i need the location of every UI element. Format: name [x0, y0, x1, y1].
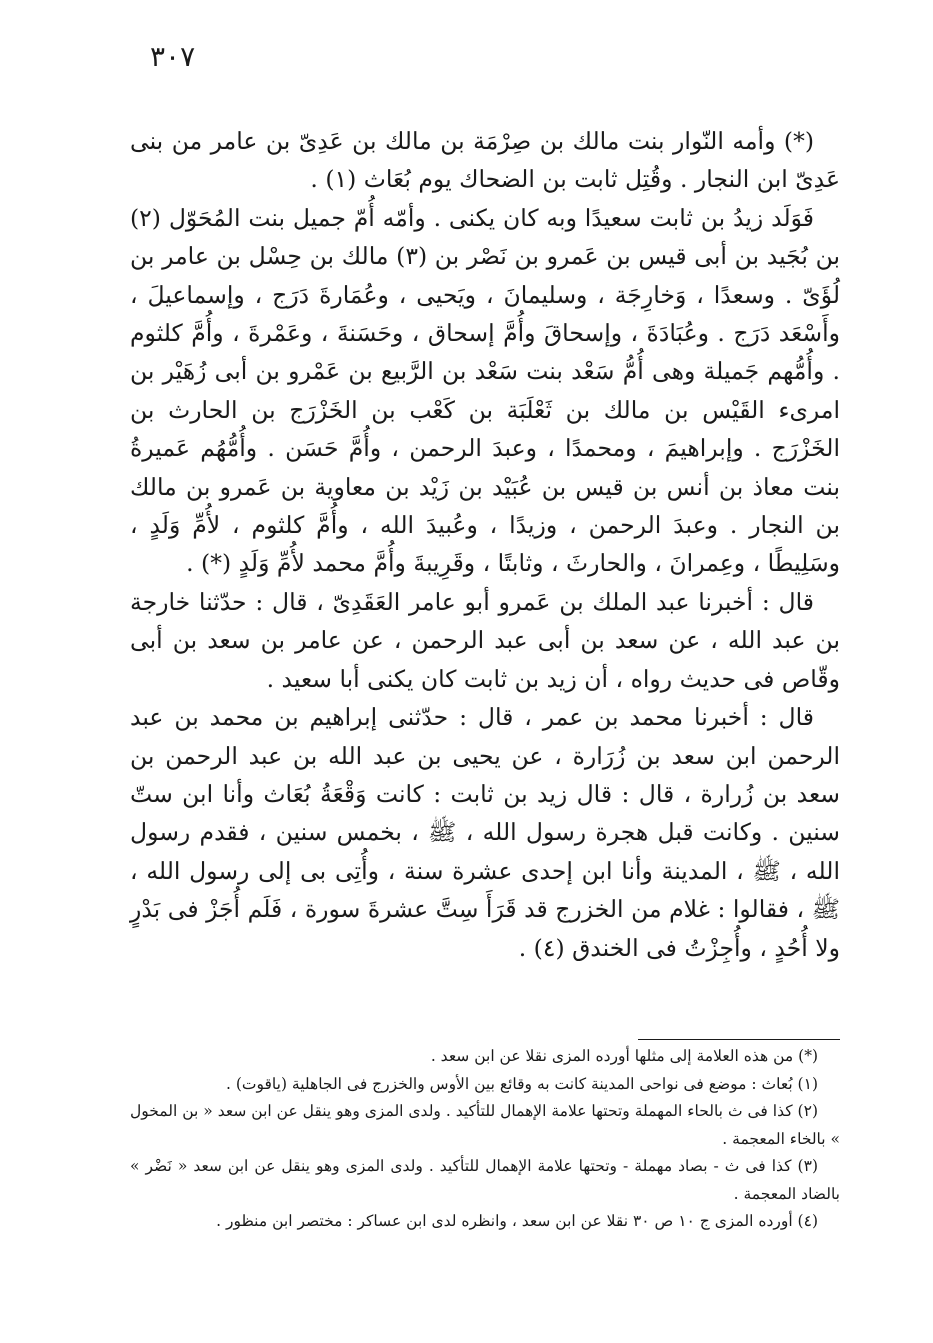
footnote-1: (١) بُعاث : موضع فى نواحى المدينة كانت به وقائع بين الأوس والخزرج فى الجاهلية (ياقوت) .: [226, 1074, 818, 1093]
footnote-2: (٢) كذا فى ث بالحاء المهملة وتحتها علامة الإهمال للتأكيد . ولدى المزى وهو ينقل عن ابن سعد « بن المخول » بالخاء المعجمة .: [130, 1102, 840, 1148]
footnote-separator: [638, 1039, 840, 1040]
footnote-4: (٤) أورده المزى ج ١٠ ص ٣٠ نقلا عن ابن سعد ، وانظره لدى ابن عساكر : مختصر ابن منظور .: [216, 1212, 818, 1230]
footnote-star: (*) من هذه العلامة إلى مثلها أورده المزى نقلا عن ابن سعد .: [430, 1047, 818, 1065]
paragraph-age-report: قال : أخبرنا محمد بن عمر ، قال : حدّثنى إبراهيم بن محمد بن عبد الرحمن ابن سعد بن زُرَارة ، عن يحيى بن عبد الله بن عبد الرحمن بن سعد بن زُرارة ، قال : قال زيد بن ثابت : كانت وَقْعَةُ بُعَاث وأنا ابن ستّ سنين . وكانت قبل هجرة رسول الله ، ﷺ ، بخمس سنين ، فقدم رسول الله ، ﷺ ، المدينة وأنا ابن إحدى عشرة سنة ، وأُتِى بى إلى رسول الله ، ﷺ ، فقالوا : غلام من الخزرج قد قَرَأَ سِتَّ عشرةَ سورة ، فَلَم أُجَزْ فى بَدْرٍ ولا أُحُدٍ ، وأُجِزْتُ فى الخندق (٤) .: [130, 703, 840, 962]
main-text-body: [130, 122, 840, 967]
paragraph-mother-of-zayd: (*) وأمه النّوار بنت مالك بن صِرْمَة بن مالك بن عَدِىّ بن عامر من بنى عَدِىّ ابن النجار . وقُتِل ثابت بن الضحاك يوم بُعَاث (١) .: [130, 127, 840, 194]
paragraph-children-of-zayd: فَوَلَد زيدُ بن ثابت سعيدًا وبه كان يكنى . وأمّه أُمّ جميل بنت المُحَوّل (٢) بن بُجَيد بن أبى قيس بن عَمرو بن نَصْر بن (٣) مالك بن حِسْل بن عامر بن لُؤَىّ . وسعدًا ، وَخارِجَة ، وسليمانَ ، ويَحيى ، وعُمَارةَ دَرَج ، وإسماعيلَ ، وأَسْعَد دَرَج . وعُبَادَةَ ، وإسحاقَ وأُمَّ إسحاق ، وحَسَنةَ ، وعَمْرةَ ، وأُمَّ كلثوم . وأُمُّهم جَميلة وهى أُمُّ سَعْد بنت سَعْد بن الرَّبيع بن عَمْرو بن أبى زُهَيْر بن امرىء القَيْس بن مالك بن ثَعْلَبَة بن كَعْب بن الخَزْرَج بن الحارث بن الخَزْرَج . وإبراهيمَ ، ومحمدًا ، وعبدَ الرحمن ، وأُمَّ حَسَن . وأُمُّهُم عَميرةُ بنت معاذ بن أنس بن قيس بن عُبَيْد بن زَيْد بن معاوية بن عَمرو بن مالك بن النجار . وعبدَ الرحمن ، وزيدًا ، وعُبيدَ الله ، وأُمَّ كلثوم ، لأُمِّ وَلَدٍ ، وسَلِيطًا ، وعِمرانَ ، والحارثَ ، وثابتًا ، وقَرِيبةَ وأُمَّ محمد لأُمِّ وَلَدٍ (*) .: [130, 203, 840, 578]
page-number: ٣٠٧: [150, 40, 196, 73]
footnote-3: (٣) كذا فى ث - بصاد مهملة - وتحتها علامة الإهمال للتأكيد . ولدى المزى وهو ينقل عن ابن سعد « نَضْر » بالضاد المعجمة .: [130, 1157, 840, 1203]
paragraph-kunya-report: قال : أخبرنا عبد الملك بن عَمرو أبو عامر العَقَدِىّ ، قال : حدّثنا خارجة بن عبد الله ، عن سعد بن أبى عبد الرحمن ، عن عامر بن سعد بن أبى وقّاص فى حديث رواه ، أن زيد بن ثابت كان يكنى أبا سعيد .: [130, 587, 840, 693]
footnotes: [130, 1043, 840, 1236]
